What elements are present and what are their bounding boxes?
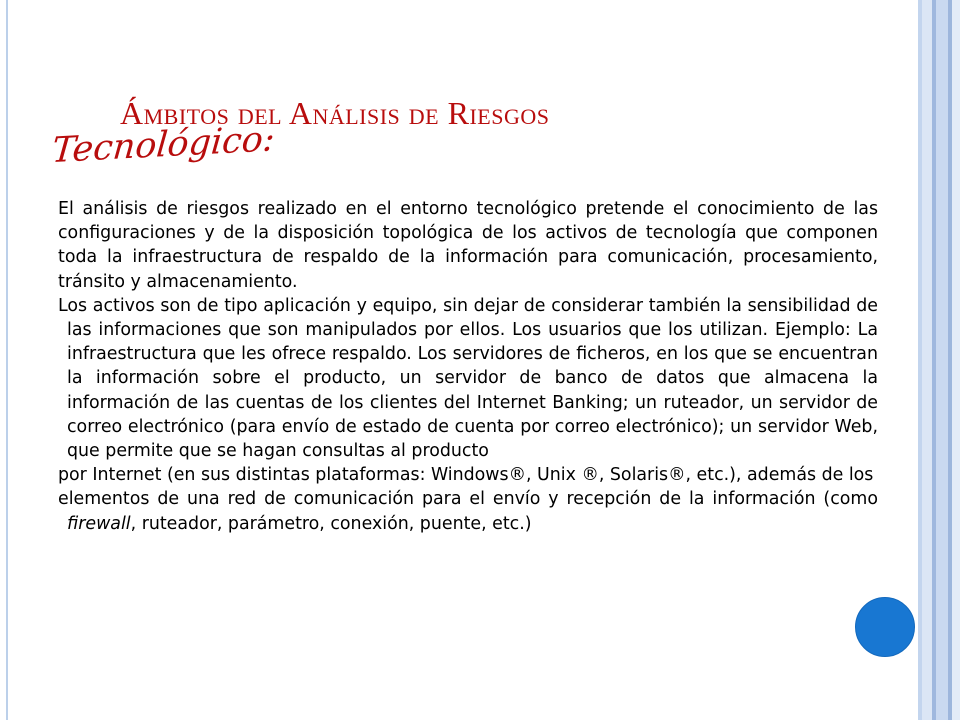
paragraph-network: [58, 487, 878, 535]
paragraph-network-text-end: , ruteador, parámetro, conexión, puente, etc.): [130, 513, 532, 534]
band-stripe: [936, 0, 948, 720]
firewall-term: firewall: [67, 513, 131, 534]
paragraph-intro: El análisis de riesgos realizado en el entorno tecnológico pretende el conocimiento de las configuraciones y de la disposición topológica de los activos de tecnología que componen toda la infraestructura de respaldo de la información para comunicación, procesamiento, tránsito y almacenamiento.: [58, 199, 878, 292]
left-border-line: [6, 0, 8, 720]
band-stripe: [952, 0, 960, 720]
paragraph-network-text: elementos de una red de comunicación para el envío y recepción de la información (como: [58, 489, 878, 510]
body-text: [58, 197, 878, 536]
slide-title: Ámbitos del Análisis de Riesgos: [120, 95, 550, 131]
paragraph-internet: por Internet (en sus distintas plataformas: Windows®, Unix ®, Solaris®, etc.), además de los: [58, 465, 874, 486]
right-decorative-band: [918, 0, 960, 720]
paragraph-assets: Los activos son de tipo aplicación y equipo, sin dejar de considerar también la sensibilidad de las informaciones que son manipulados por ellos. Los usuarios que los utilizan. Ejemplo: La infraestructura que les ofrece respaldo. Los servidores de ficheros, en los que se encuentran la información sobre el producto, un servidor de banco de datos que almacena la información de las cuentas de los clientes del Internet Banking; un ruteador, un servidor de correo electrónico (para envío de estado de cuenta por correo electrónico); un servidor Web, que permite que se hagan consultas al producto: [58, 295, 878, 462]
blue-circle-decoration: [855, 597, 915, 657]
slide-subtitle: Tecnológico:: [50, 119, 277, 172]
band-stripe: [922, 0, 932, 720]
